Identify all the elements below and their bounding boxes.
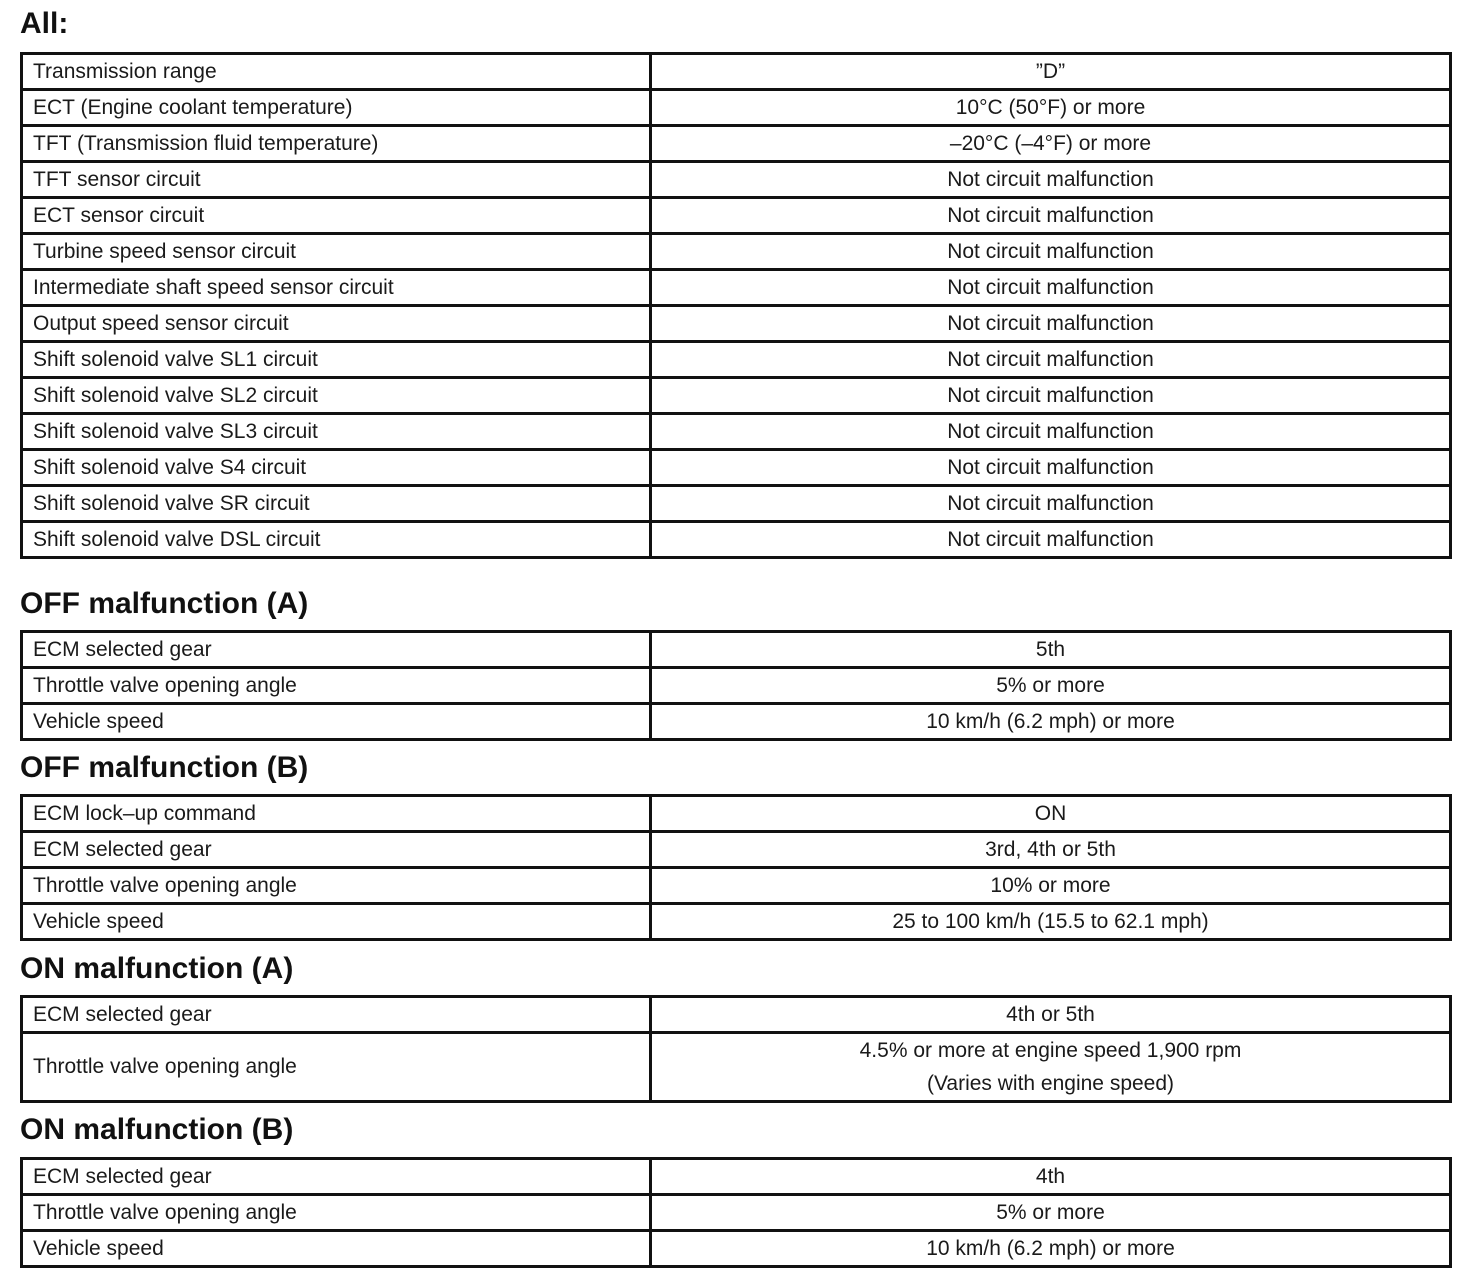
condition-value	[651, 704, 1451, 740]
conditions-table-off-a	[20, 630, 1452, 741]
section-title: ON malfunction (A)	[20, 952, 294, 985]
condition-value	[651, 1231, 1451, 1267]
condition-label: ECM lock–up command	[22, 796, 651, 832]
condition-label: Shift solenoid valve SR circuit	[22, 486, 651, 522]
condition-value	[651, 414, 1451, 450]
condition-label: ECM selected gear	[22, 1159, 651, 1195]
condition-value-line: Not circuit malfunction	[947, 168, 1154, 191]
condition-value-line: Not circuit malfunction	[947, 420, 1154, 443]
condition-value	[651, 54, 1451, 90]
condition-value	[651, 997, 1451, 1033]
condition-label: Shift solenoid valve DSL circuit	[22, 522, 651, 558]
condition-value	[651, 1033, 1451, 1102]
condition-label: Shift solenoid valve SL1 circuit	[22, 342, 651, 378]
condition-value	[651, 522, 1451, 558]
table-row	[22, 90, 1451, 126]
table-row	[22, 1195, 1451, 1231]
condition-value-line: 4th	[1035, 1165, 1066, 1188]
table-row	[22, 486, 1451, 522]
condition-label: Throttle valve opening angle	[22, 668, 651, 704]
section-title: All:	[20, 7, 69, 40]
condition-label: Throttle valve opening angle	[22, 1033, 651, 1102]
condition-value-line: 10 km/h (6.2 mph) or more	[926, 710, 1175, 733]
condition-label: Transmission range	[22, 54, 651, 90]
condition-value-line: 10 km/h (6.2 mph) or more	[926, 1237, 1175, 1260]
condition-label: TFT (Transmission fluid temperature)	[22, 126, 651, 162]
table-row	[22, 704, 1451, 740]
table-row	[22, 832, 1451, 868]
condition-value-line: Not circuit malfunction	[947, 276, 1154, 299]
condition-value	[651, 306, 1451, 342]
table-row	[22, 450, 1451, 486]
condition-value	[651, 868, 1451, 904]
condition-value-line: ”D”	[1035, 60, 1066, 83]
conditions-table-all	[20, 52, 1452, 559]
section-on-malfunction-a	[20, 954, 293, 984]
condition-value	[651, 198, 1451, 234]
condition-value-line: ON	[1034, 802, 1067, 825]
condition-value-line: Not circuit malfunction	[947, 456, 1154, 479]
table-row	[22, 632, 1451, 668]
condition-value-line: (Varies with engine speed)	[926, 1072, 1175, 1095]
table-row	[22, 796, 1451, 832]
table-row	[22, 522, 1451, 558]
table-row	[22, 342, 1451, 378]
condition-value	[651, 342, 1451, 378]
condition-label: Turbine speed sensor circuit	[22, 234, 651, 270]
condition-value-line: 4th or 5th	[1006, 1003, 1095, 1026]
table-row	[22, 306, 1451, 342]
table-row	[22, 198, 1451, 234]
condition-value-line: Not circuit malfunction	[947, 528, 1154, 551]
condition-value-line: Not circuit malfunction	[947, 492, 1154, 515]
condition-value-line: 3rd, 4th or 5th	[985, 838, 1116, 861]
condition-value	[651, 162, 1451, 198]
condition-label: ECM selected gear	[22, 832, 651, 868]
condition-label: ECT (Engine coolant temperature)	[22, 90, 651, 126]
condition-value-line: 5% or more	[996, 674, 1105, 697]
condition-label: Shift solenoid valve SL3 circuit	[22, 414, 651, 450]
table-row	[22, 378, 1451, 414]
condition-value-line: 5th	[1035, 638, 1066, 661]
condition-value-line: Not circuit malfunction	[947, 348, 1154, 371]
condition-label: ECM selected gear	[22, 997, 651, 1033]
condition-label: Throttle valve opening angle	[22, 868, 651, 904]
condition-value	[651, 668, 1451, 704]
condition-label: Vehicle speed	[22, 1231, 651, 1267]
condition-value-line: 10% or more	[990, 874, 1111, 897]
condition-value	[651, 450, 1451, 486]
table-row	[22, 162, 1451, 198]
condition-label: Intermediate shaft speed sensor circuit	[22, 270, 651, 306]
section-title: OFF malfunction (B)	[20, 751, 309, 784]
condition-value	[651, 486, 1451, 522]
section-on-malfunction-b	[20, 1115, 293, 1145]
condition-value-line: Not circuit malfunction	[947, 384, 1154, 407]
condition-value-line: 25 to 100 km/h (15.5 to 62.1 mph)	[892, 910, 1209, 933]
table-row	[22, 234, 1451, 270]
table-row	[22, 868, 1451, 904]
section-title: OFF malfunction (A)	[20, 587, 309, 620]
condition-value-line: 4.5% or more at engine speed 1,900 rpm	[859, 1039, 1242, 1062]
table-row	[22, 414, 1451, 450]
conditions-table-off-b	[20, 794, 1452, 941]
condition-value-line: Not circuit malfunction	[947, 204, 1154, 227]
conditions-table-on-a	[20, 995, 1452, 1103]
condition-value	[651, 234, 1451, 270]
condition-label: Vehicle speed	[22, 904, 651, 940]
section-off-malfunction-a	[20, 589, 308, 619]
table-row	[22, 1033, 1451, 1102]
table-row	[22, 904, 1451, 940]
table-row	[22, 1231, 1451, 1267]
condition-value	[651, 378, 1451, 414]
condition-value	[651, 796, 1451, 832]
condition-label: Throttle valve opening angle	[22, 1195, 651, 1231]
condition-value-line: 5% or more	[996, 1201, 1105, 1224]
condition-value	[651, 1159, 1451, 1195]
table-row	[22, 270, 1451, 306]
table-row	[22, 126, 1451, 162]
condition-value-line: Not circuit malfunction	[947, 312, 1154, 335]
condition-label: Vehicle speed	[22, 704, 651, 740]
condition-value-line: Not circuit malfunction	[947, 240, 1154, 263]
condition-value-line: 10°C (50°F) or more	[955, 96, 1146, 119]
condition-label: Output speed sensor circuit	[22, 306, 651, 342]
condition-label: Shift solenoid valve SL2 circuit	[22, 378, 651, 414]
condition-value	[651, 270, 1451, 306]
table-row	[22, 997, 1451, 1033]
condition-value-line: –20°C (–4°F) or more	[949, 132, 1152, 155]
condition-label: TFT sensor circuit	[22, 162, 651, 198]
table-row	[22, 668, 1451, 704]
condition-value	[651, 832, 1451, 868]
condition-value	[651, 904, 1451, 940]
table-row	[22, 54, 1451, 90]
condition-value	[651, 90, 1451, 126]
condition-label: ECM selected gear	[22, 632, 651, 668]
table-row	[22, 1159, 1451, 1195]
condition-value	[651, 126, 1451, 162]
condition-label: Shift solenoid valve S4 circuit	[22, 450, 651, 486]
condition-value	[651, 632, 1451, 668]
condition-value	[651, 1195, 1451, 1231]
section-off-malfunction-b	[20, 753, 308, 783]
conditions-table-on-b	[20, 1157, 1452, 1268]
section-all	[20, 9, 68, 39]
section-title: ON malfunction (B)	[20, 1113, 294, 1146]
condition-label: ECT sensor circuit	[22, 198, 651, 234]
